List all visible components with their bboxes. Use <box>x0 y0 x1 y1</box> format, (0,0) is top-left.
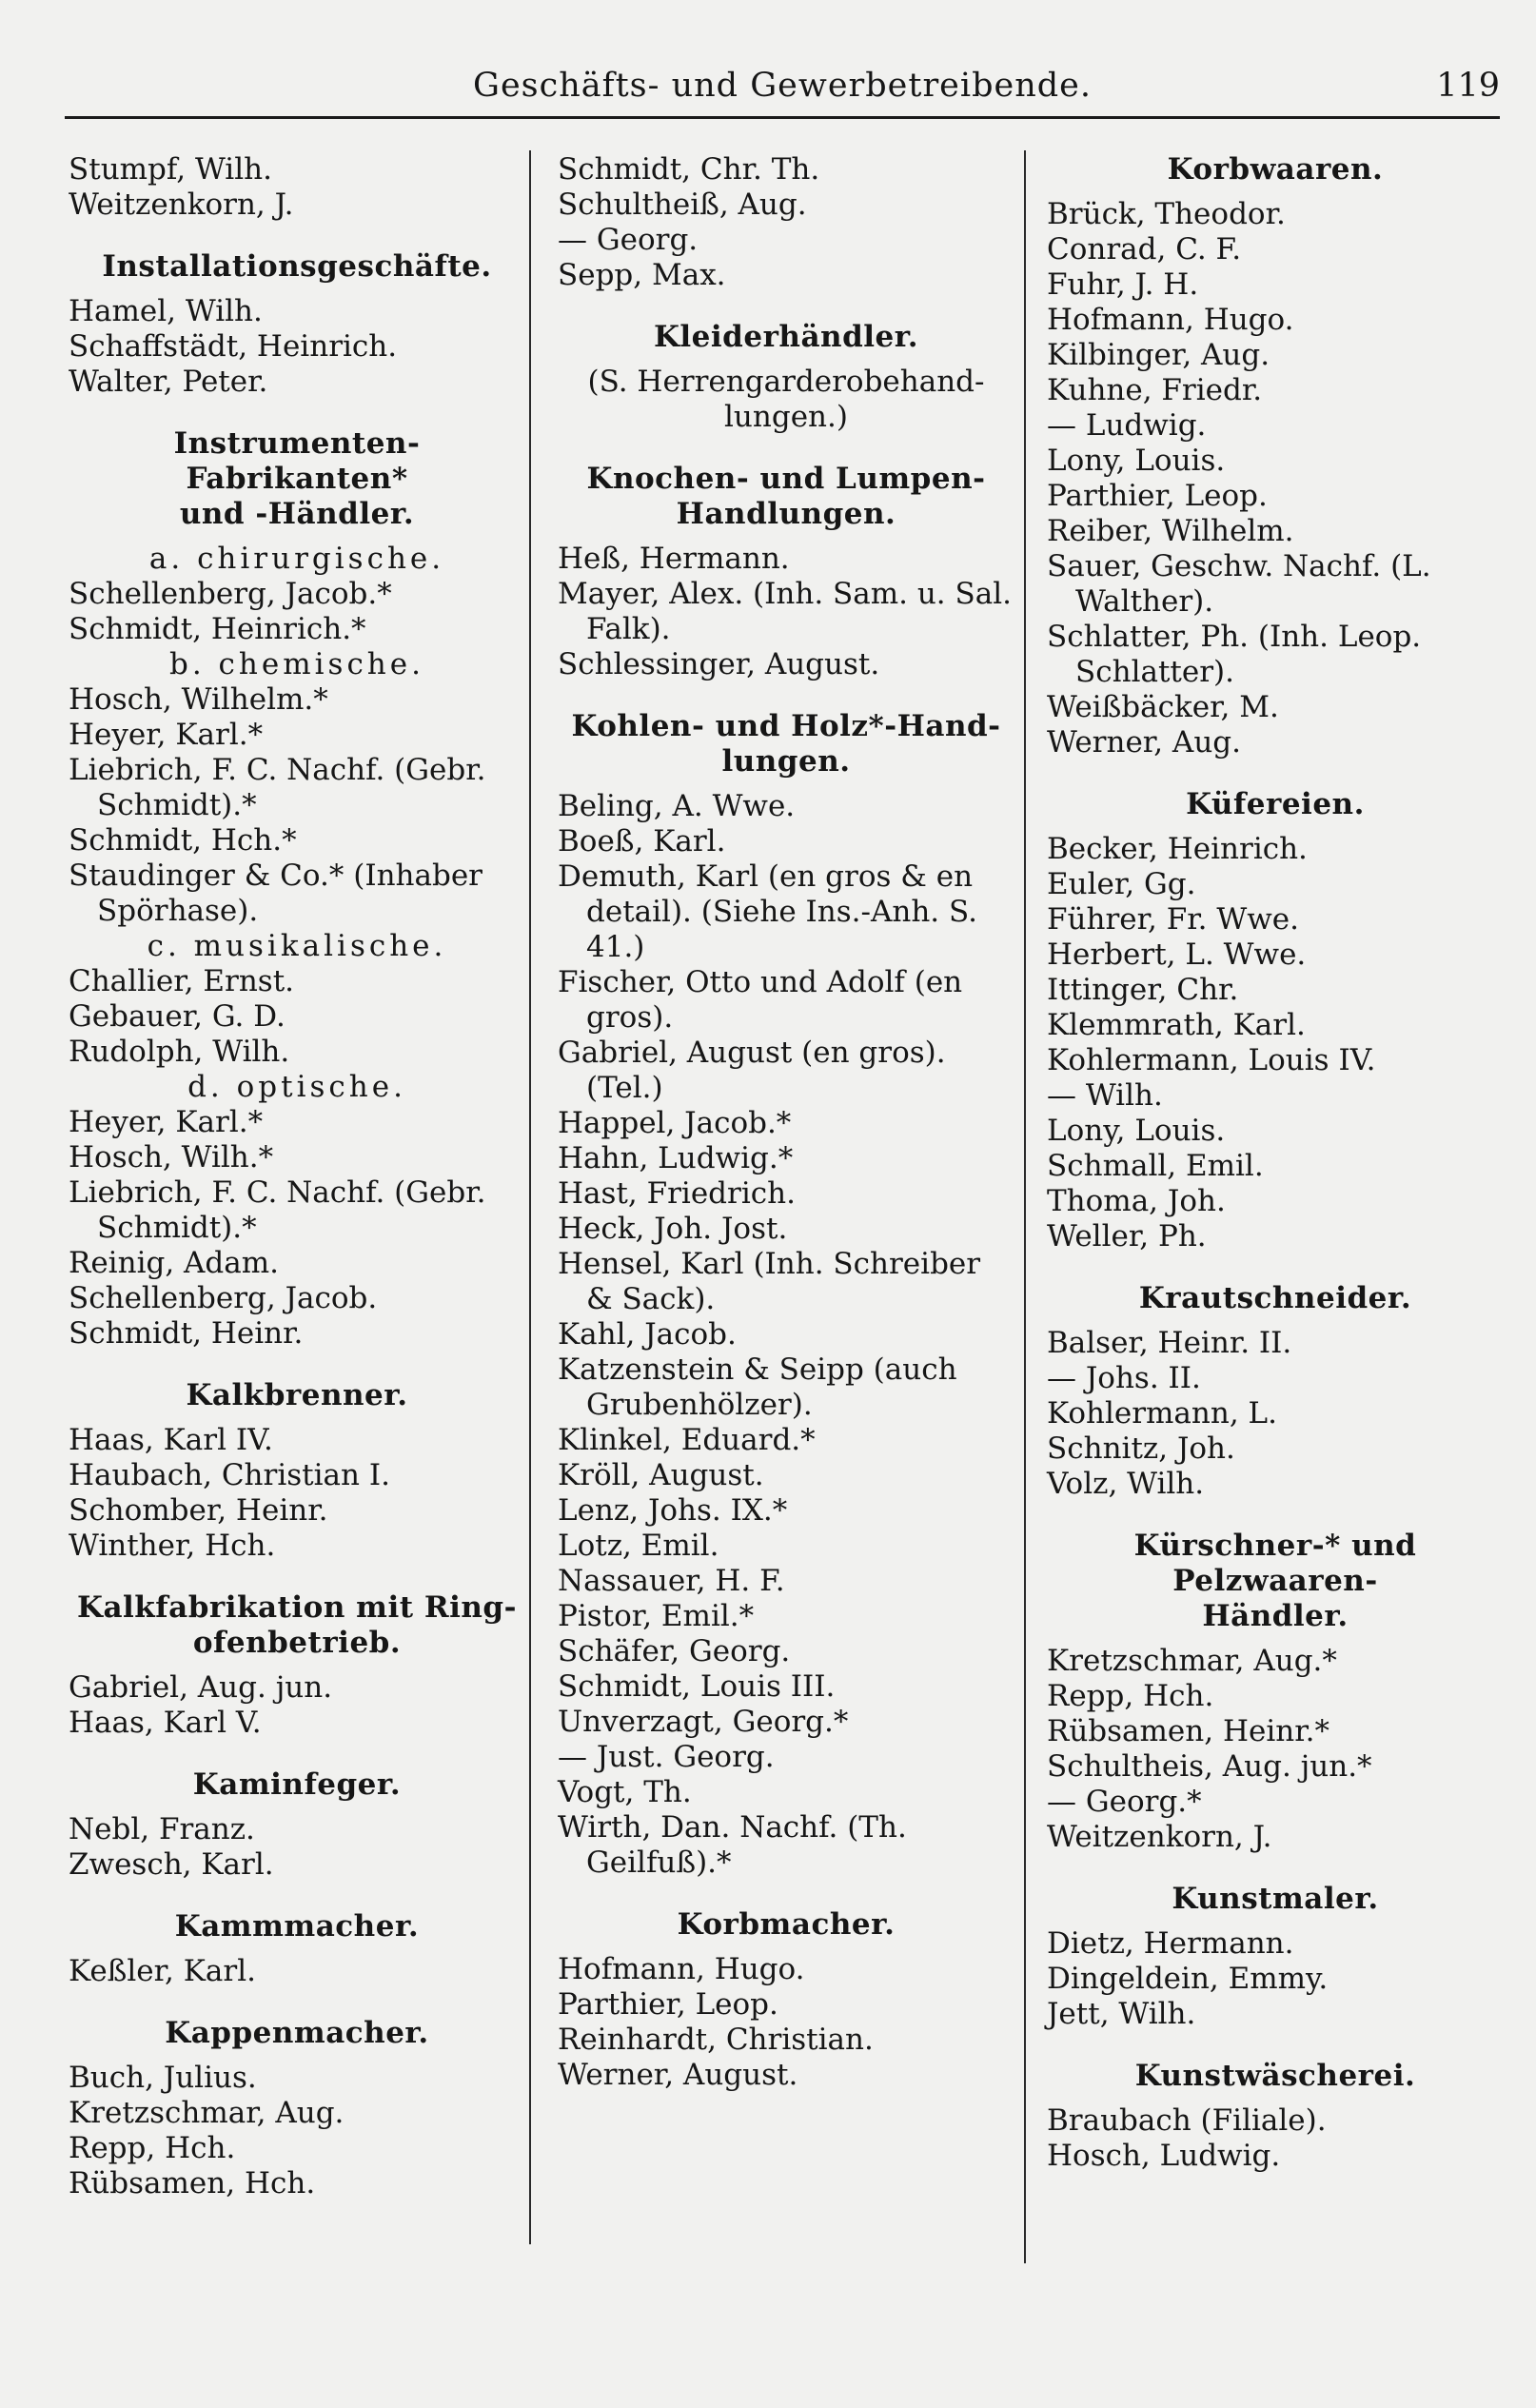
list-item: Schmidt, Chr. Th. <box>558 152 820 187</box>
list-item: Repp, Hch. <box>69 2131 236 2165</box>
list-item: Winther, Hch. <box>69 1529 276 1563</box>
list-item: Conrad, C. F. <box>1047 232 1242 266</box>
list-item: Jett, Wilh. <box>1047 1997 1196 2031</box>
list-item: Haas, Karl IV. <box>69 1423 273 1457</box>
list-item: Kuhne, Friedr. <box>1047 373 1263 407</box>
heading-line: lungen. <box>721 744 851 779</box>
column-divider-1 <box>529 150 531 2244</box>
list-item: — Georg. <box>558 223 699 257</box>
heading-line: Kalkfabrikation mit Ring- <box>77 1590 517 1625</box>
list-item: Lotz, Emil. <box>558 1529 719 1563</box>
list-item: Heyer, Karl.* <box>69 718 264 752</box>
list-item: Rübsamen, Hch. <box>69 2166 316 2201</box>
list-item: Unverzagt, Georg.* <box>558 1705 849 1739</box>
list-item: Fischer, Otto und Adolf (en gros). <box>558 965 963 1035</box>
list-item: Kilbinger, Aug. <box>1047 338 1270 372</box>
section-heading: Korbwaaren. <box>1167 152 1384 187</box>
list-item: Gabriel, August (en gros). (Tel.) <box>558 1036 946 1105</box>
list-item: Keßler, Karl. <box>69 1954 256 1988</box>
list-item: Hofmann, Hugo. <box>1047 303 1294 337</box>
section-heading: Kammmacher. <box>174 1909 420 1944</box>
list-item: Lony, Louis. <box>1047 1114 1226 1148</box>
list-item: Pistor, Emil.* <box>558 1599 755 1633</box>
list-item: Reiber, Wilhelm. <box>1047 514 1294 548</box>
column-2 <box>558 152 1014 2093</box>
list-item: Parthier, Leop. <box>558 1987 778 2022</box>
list-item: — Wilh. <box>1047 1078 1163 1113</box>
list-item: Beling, A. Wwe. <box>558 789 796 823</box>
section-heading: Kunstwäscherei. <box>1134 2059 1416 2093</box>
list-item: Liebrich, F. C. Nachf. (Gebr. Schmidt).* <box>69 753 486 822</box>
list-item: Buch, Julius. <box>69 2061 257 2095</box>
list-item: Klinkel, Eduard.* <box>558 1423 816 1457</box>
list-item: Schaffstädt, Heinrich. <box>69 329 398 364</box>
heading-line: ofenbetrieb. <box>192 1626 402 1660</box>
section-heading: Kunstmaler. <box>1172 1882 1379 1916</box>
list-item: Kahl, Jacob. <box>558 1317 737 1352</box>
list-item: Parthier, Leop. <box>1047 479 1268 513</box>
list-item: — Ludwig. <box>1047 408 1207 443</box>
list-item: Dingeldein, Emmy. <box>1047 1962 1329 1996</box>
list-item: Weitzenkorn, J. <box>1047 1820 1272 1854</box>
list-item: Schäfer, Georg. <box>558 1634 791 1668</box>
list-item: Hosch, Wilhelm.* <box>69 682 328 717</box>
list-item: Weitzenkorn, J. <box>69 188 294 222</box>
subsection-heading: a. chirurgische. <box>148 542 445 576</box>
section-heading <box>69 1590 525 1661</box>
page-header <box>65 67 1500 114</box>
list-item: Schnitz, Joh. <box>1047 1431 1235 1466</box>
list-item: Euler, Gg. <box>1047 867 1196 901</box>
list-item: Dietz, Hermann. <box>1047 1926 1294 1961</box>
list-item: Weller, Ph. <box>1047 1219 1207 1253</box>
list-item: Challier, Ernst. <box>69 964 295 998</box>
list-item: Weißbäcker, M. <box>1047 690 1279 724</box>
list-item: Hosch, Ludwig. <box>1047 2139 1281 2173</box>
heading-line: Kürschner-* und Pelzwaaren- <box>1133 1529 1417 1598</box>
list-item: Heyer, Karl.* <box>69 1105 264 1139</box>
list-item: Rübsamen, Heinr.* <box>1047 1714 1329 1748</box>
list-item: Kohlermann, L. <box>1047 1396 1277 1431</box>
section-heading: Kaminfeger. <box>192 1767 402 1802</box>
list-item: Nassauer, H. F. <box>558 1564 785 1598</box>
section-heading: Kappenmacher. <box>165 2016 429 2050</box>
section-heading <box>558 462 1014 532</box>
list-item: Schmidt, Louis III. <box>558 1669 836 1704</box>
list-item: Zwesch, Karl. <box>69 1847 274 1882</box>
list-item: Reinhardt, Christian. <box>558 2023 874 2057</box>
list-item: Hast, Friedrich. <box>558 1176 796 1211</box>
list-item: Schellenberg, Jacob.* <box>69 577 392 611</box>
column-1 <box>69 152 525 2201</box>
list-item: Nebl, Franz. <box>69 1812 255 1846</box>
list-item: Reinig, Adam. <box>69 1246 279 1280</box>
section-heading: Krautschneider. <box>1138 1281 1412 1315</box>
list-item: Führer, Fr. Wwe. <box>1047 902 1299 937</box>
list-item: Gabriel, Aug. jun. <box>69 1670 333 1705</box>
list-item: Klemmrath, Karl. <box>1047 1008 1306 1042</box>
list-item: Kohlermann, Louis IV. <box>1047 1043 1376 1077</box>
list-item: Balser, Heinr. II. <box>1047 1326 1292 1360</box>
column-3 <box>1047 152 1504 2174</box>
list-item: Schmidt, Hch.* <box>69 823 297 858</box>
list-item: Lenz, Johs. IX.* <box>558 1493 788 1528</box>
section-heading: Korbmacher. <box>677 1907 896 1942</box>
section-heading <box>558 709 1014 780</box>
list-item: Kretzschmar, Aug.* <box>1047 1644 1337 1678</box>
heading-line: Knochen- und Lumpen- <box>586 462 986 496</box>
list-item: Schmidt, Heinrich.* <box>69 612 366 646</box>
list-item: Gebauer, G. D. <box>69 999 286 1034</box>
list-item: Schultheiß, Aug. <box>558 188 807 222</box>
list-item: Liebrich, F. C. Nachf. (Gebr. Schmidt).* <box>69 1175 486 1245</box>
list-item: Rudolph, Wilh. <box>69 1035 290 1069</box>
section-heading: Installationsgeschäfte. <box>102 249 492 284</box>
list-item: Schlatter, Ph. (Inh. Leop. Schlatter). <box>1047 620 1422 689</box>
heading-line: Kohlen- und Holz*-Hand- <box>571 709 1001 743</box>
list-item: Fuhr, J. H. <box>1047 267 1199 302</box>
section-heading <box>1047 1529 1504 1634</box>
list-item: — Georg.* <box>1047 1785 1202 1819</box>
list-item: Stumpf, Wilh. <box>69 152 272 187</box>
list-item: Braubach (Filiale). <box>1047 2103 1327 2138</box>
list-item: Sauer, Geschw. Nachf. (L. Walther). <box>1047 549 1431 619</box>
heading-line: Händler. <box>1202 1599 1349 1633</box>
subsection-heading: c. musikalische. <box>147 929 447 963</box>
list-item: Werner, Aug. <box>1047 725 1241 760</box>
list-item: Thoma, Joh. <box>1047 1184 1226 1218</box>
list-item: Hofmann, Hugo. <box>558 1952 805 1986</box>
list-item: Hamel, Wilh. <box>69 294 263 328</box>
header-rule <box>65 116 1500 119</box>
heading-line: Instrumenten-Fabrikanten* <box>173 426 421 496</box>
list-item: — Just. Georg. <box>558 1740 775 1774</box>
list-item: Mayer, Alex. (Inh. Sam. u. Sal. Falk). <box>558 577 1013 646</box>
section-heading: Kalkbrenner. <box>186 1378 408 1412</box>
column-divider-2 <box>1024 150 1026 2263</box>
list-item: Hahn, Ludwig.* <box>558 1141 794 1175</box>
page-number: 119 <box>1436 67 1500 105</box>
subsection-heading: b. chemische. <box>169 647 424 681</box>
list-item: Schellenberg, Jacob. <box>69 1281 378 1315</box>
list-item: Demuth, Karl (en gros & en detail). (Siehe Ins.-Anh. S. 41.) <box>558 859 977 964</box>
list-item: Sepp, Max. <box>558 258 726 292</box>
list-item: Heß, Hermann. <box>558 542 790 576</box>
list-item: Staudinger & Co.* (Inhaber Spörhase). <box>69 859 482 928</box>
list-item: Schmall, Emil. <box>1047 1149 1264 1183</box>
list-item: Haas, Karl V. <box>69 1706 262 1740</box>
list-item: Happel, Jacob.* <box>558 1106 792 1140</box>
list-item: Schomber, Heinr. <box>69 1493 328 1528</box>
subsection-heading: d. optische. <box>187 1070 406 1104</box>
section-heading: Küfereien. <box>1186 787 1365 821</box>
section-heading <box>69 426 525 532</box>
heading-line: Handlungen. <box>676 497 896 531</box>
list-item: Vogt, Th. <box>558 1775 692 1809</box>
list-item: Lony, Louis. <box>1047 444 1226 478</box>
list-item: Katzenstein & Seipp (auch Grubenhölzer). <box>558 1352 957 1422</box>
section-heading: Kleiderhändler. <box>653 320 919 354</box>
list-item: Kröll, August. <box>558 1458 764 1492</box>
list-item: Hensel, Karl (Inh. Schreiber & Sack). <box>558 1247 981 1316</box>
list-item: Heck, Joh. Jost. <box>558 1212 788 1246</box>
cross-reference-note: (S. Herrengarderobehand-lungen.) <box>587 365 985 434</box>
list-item: Hosch, Wilh.* <box>69 1140 274 1174</box>
list-item: Werner, August. <box>558 2058 798 2092</box>
list-item: Herbert, L. Wwe. <box>1047 938 1307 972</box>
list-item: Volz, Wilh. <box>1047 1467 1205 1501</box>
list-item: — Johs. II. <box>1047 1361 1201 1395</box>
list-item: Schmidt, Heinr. <box>69 1316 304 1351</box>
list-item: Boeß, Karl. <box>558 824 726 859</box>
list-item: Wirth, Dan. Nachf. (Th. Geilfuß).* <box>558 1810 907 1880</box>
list-item: Repp, Hch. <box>1047 1679 1214 1713</box>
page-title: Geschäfts- und Gewerbetreibende. <box>473 67 1092 105</box>
list-item: Schultheis, Aug. jun.* <box>1047 1749 1372 1784</box>
list-item: Brück, Theodor. <box>1047 197 1286 231</box>
list-item: Schlessinger, August. <box>558 647 880 681</box>
list-item: Ittinger, Chr. <box>1047 973 1239 1007</box>
heading-line: und -Händler. <box>179 497 415 531</box>
list-item: Kretzschmar, Aug. <box>69 2096 345 2130</box>
list-item: Walter, Peter. <box>69 365 268 399</box>
list-item: Becker, Heinrich. <box>1047 832 1308 866</box>
list-item: Haubach, Christian I. <box>69 1458 390 1492</box>
